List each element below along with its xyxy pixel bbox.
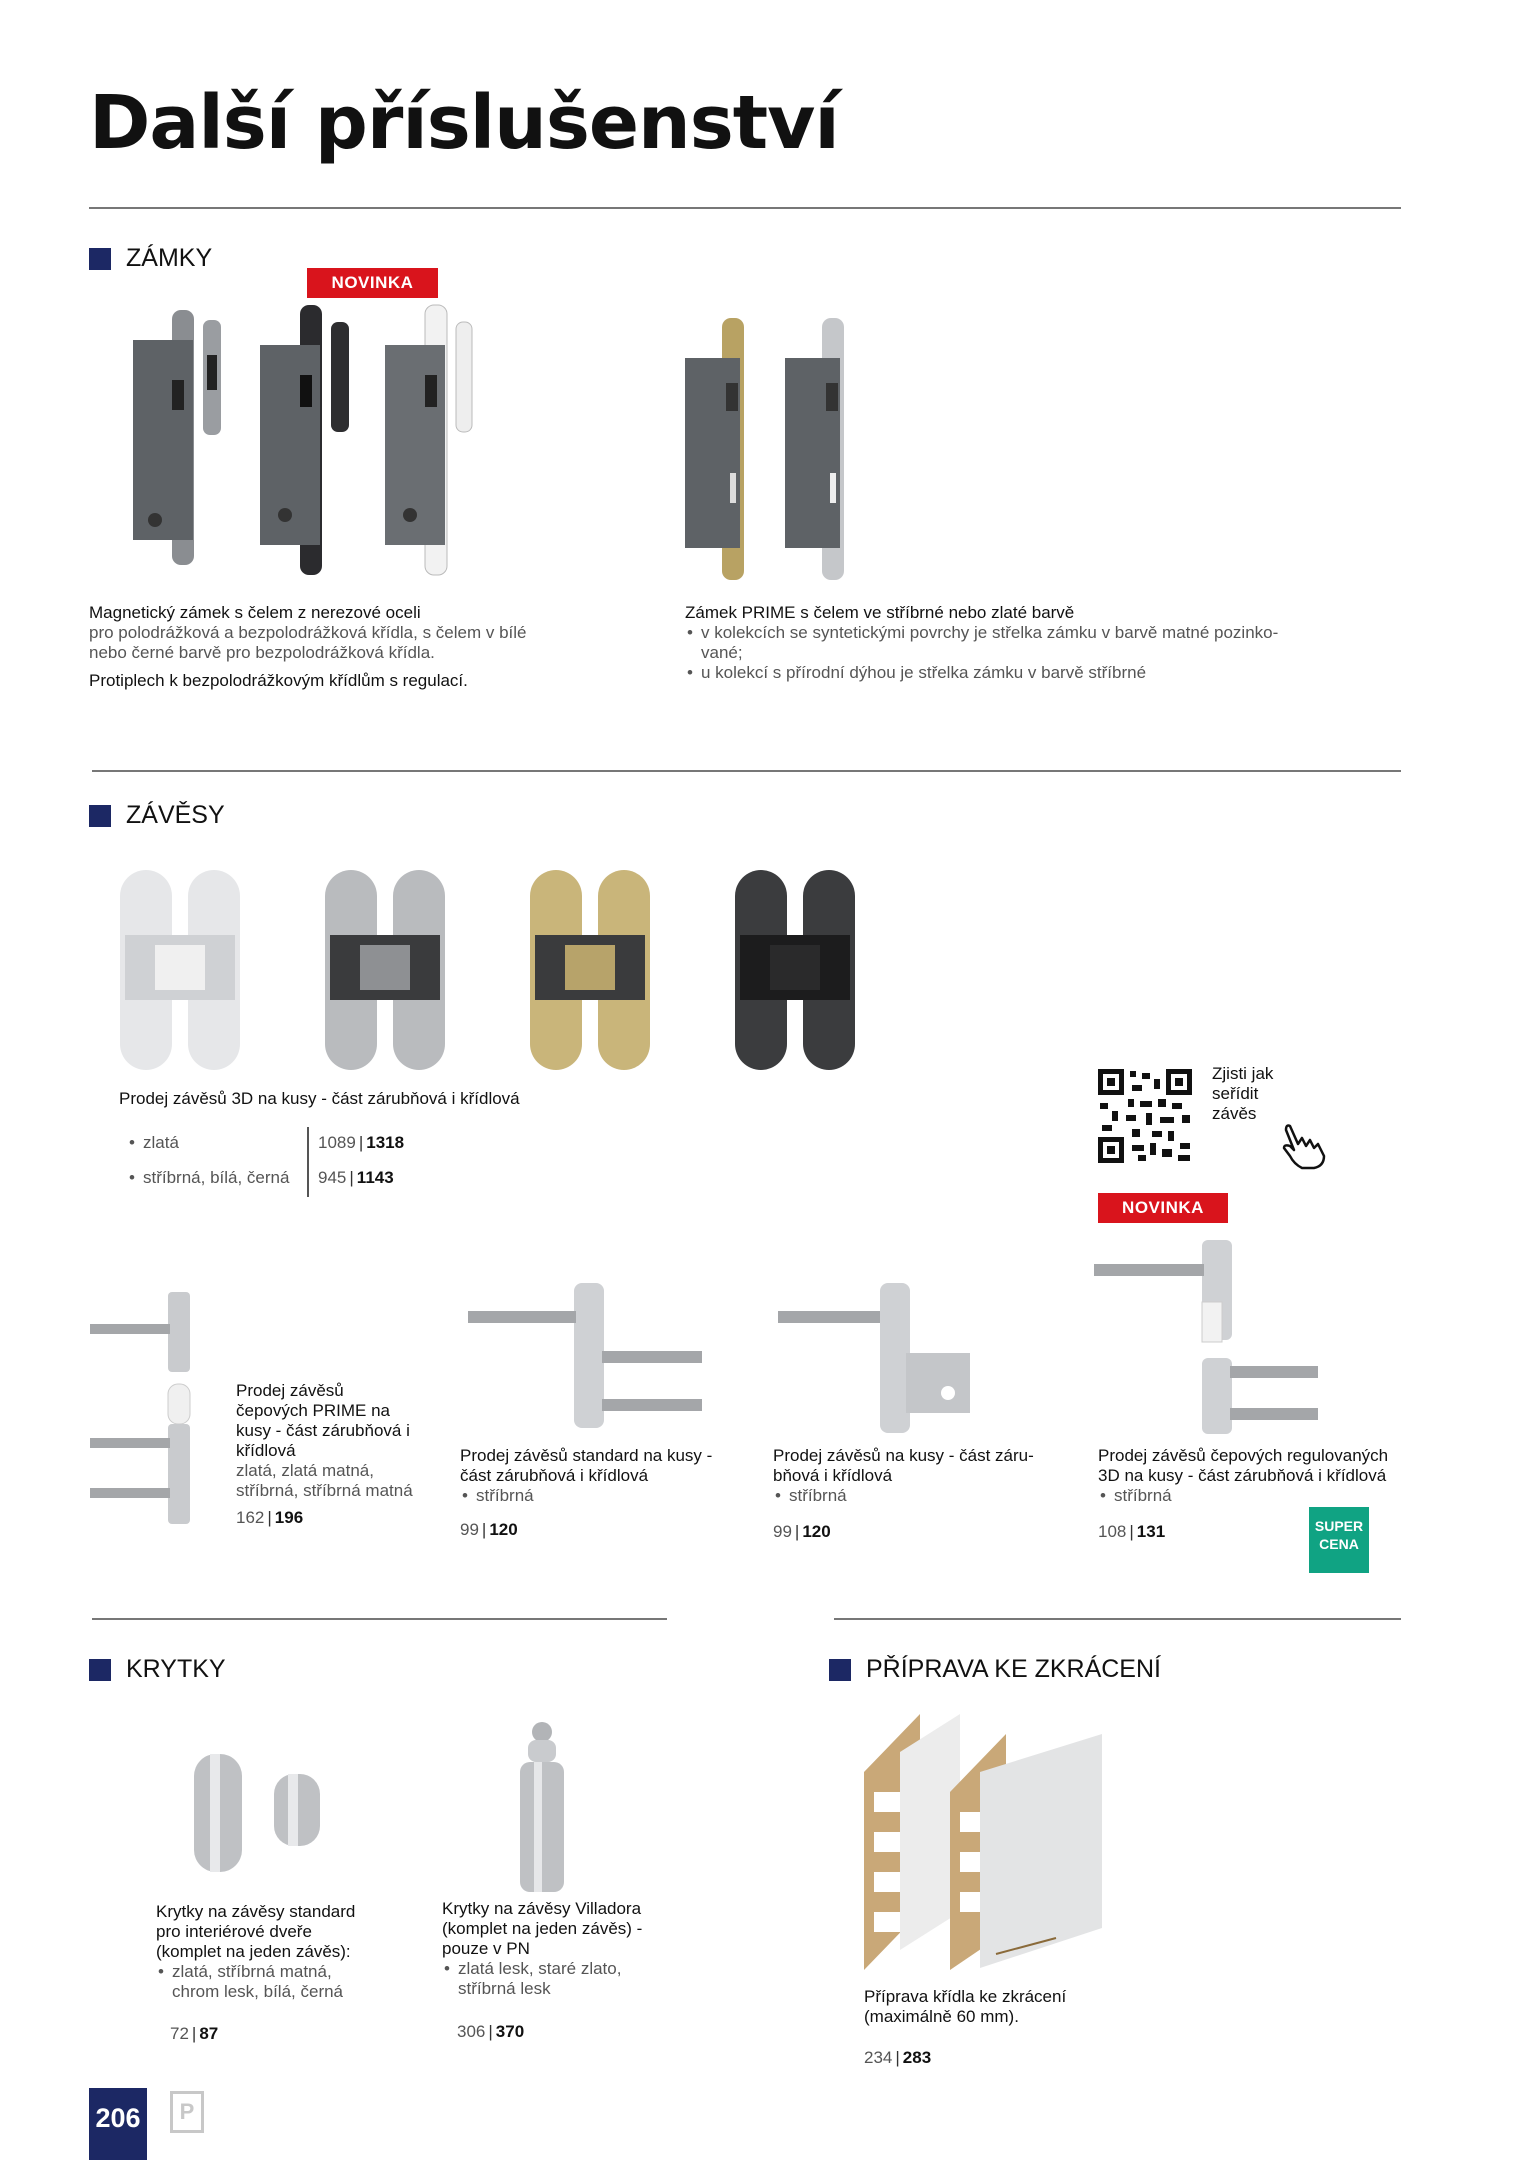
product-line: Prodej závěsů standard na kusy - xyxy=(460,1446,713,1465)
villadora-covers-price: 306 | 370 xyxy=(457,2022,525,2041)
shortening-price: 234 | 283 xyxy=(864,2048,932,2067)
price-with-vat: 131 xyxy=(1136,1522,1166,1541)
price-with-vat: 196 xyxy=(274,1508,304,1527)
hinge-gold-icon xyxy=(530,870,650,1070)
standard-covers-description xyxy=(156,1902,386,2002)
product-line: pouze v PN xyxy=(442,1939,530,1958)
magnetic-lock-line2: nebo černé barvě pro bezpolodrážková křídla. xyxy=(89,643,435,662)
product-variants: zlatá, zlatá matná, xyxy=(236,1461,374,1480)
lock-white-icon xyxy=(385,305,472,575)
price-with-vat: 370 xyxy=(495,2022,525,2041)
price-without-vat: 945 xyxy=(318,1168,347,1187)
magnetic-lock-description xyxy=(89,603,549,691)
price-without-vat: 162 xyxy=(236,1508,265,1527)
product-line: část zárubňová i křídlová xyxy=(460,1466,649,1485)
qr-caption xyxy=(1212,1064,1273,1124)
qr-code-icon[interactable] xyxy=(1098,1069,1192,1163)
brand-logo xyxy=(170,2091,204,2133)
price-with-vat: 1318 xyxy=(366,1133,405,1152)
hinge-3d-price-silver: 945 | 1143 xyxy=(318,1168,394,1187)
product-line: křídlová xyxy=(236,1441,296,1460)
standard-covers-price: 72 | 87 xyxy=(170,2024,219,2043)
prime-lock-bullet1-cont: vané; xyxy=(701,643,743,662)
price-with-vat: 87 xyxy=(199,2024,219,2043)
qr-caption-line3: závěs xyxy=(1212,1104,1257,1123)
product-line: (komplet na jeden závěs) - xyxy=(442,1919,643,1938)
page-number: 206 xyxy=(89,2088,147,2160)
product-line: čepových PRIME na xyxy=(236,1401,391,1420)
door-shortening-image xyxy=(860,1712,1110,1972)
section-square-icon xyxy=(829,1659,851,1681)
pointing-hand-icon xyxy=(1280,1120,1332,1172)
section-locks-title: ZÁMKY xyxy=(126,244,213,272)
product-bullet-cont: chrom lesk, bílá, černá xyxy=(172,1982,344,2001)
hinge-3d-title: Prodej závěsů 3D na kusy - část zárubňová i křídlová xyxy=(119,1089,520,1108)
hinge-white-icon xyxy=(120,870,240,1070)
section-shortening-title: PŘÍPRAVA KE ZKRÁCENÍ xyxy=(866,1655,1161,1683)
magnetic-lock-note: Protiplech k bezpolodrážkovým křídlům s regulací. xyxy=(89,671,468,690)
product-variants: stříbrná, stříbrná matná xyxy=(236,1481,413,1500)
product-line: (komplet na jeden závěs): xyxy=(156,1942,351,1961)
price-divider-line xyxy=(307,1127,309,1197)
standard-hinge-image xyxy=(466,1283,706,1433)
qr-caption-line2: seřídit xyxy=(1212,1084,1259,1103)
section-square-icon xyxy=(89,805,111,827)
door-section-back-icon xyxy=(950,1734,1102,1970)
magnetic-locks-image xyxy=(125,300,495,590)
price-with-vat: 120 xyxy=(802,1522,831,1541)
hinge-black-icon xyxy=(735,870,855,1070)
price-without-vat: 108 xyxy=(1098,1522,1127,1541)
section-covers-heading xyxy=(89,1655,226,1684)
hinge-silver-icon xyxy=(325,870,445,1070)
price-without-vat: 306 xyxy=(457,2022,486,2041)
new-badge-hinges: NOVINKA xyxy=(1098,1193,1228,1223)
price-without-vat: 234 xyxy=(864,2048,893,2067)
plate-hinge-price: 99 | 120 xyxy=(773,1522,831,1541)
door-section-front-icon xyxy=(864,1714,960,1970)
villadora-covers-description xyxy=(442,1899,672,1999)
hinge-3d-row-silver xyxy=(127,1168,289,1188)
section-hinges-heading xyxy=(89,801,225,830)
lock-black-icon xyxy=(260,305,349,575)
regulated-hinge-description xyxy=(1098,1446,1408,1506)
prime-lock-bullet2: • u kolekcí s přírodní dýhou je střelka zámku v barvě stříbrné xyxy=(685,663,1285,683)
price-without-vat: 1089 xyxy=(318,1133,356,1152)
title-divider xyxy=(89,207,1401,209)
section-square-icon xyxy=(89,1659,111,1681)
plate-hinge-description xyxy=(773,1446,1043,1506)
product-line: Krytky na závěsy Villadora xyxy=(442,1899,642,1918)
section-locks-heading xyxy=(89,244,212,273)
section-hinges-title: ZÁVĚSY xyxy=(126,801,225,829)
prime-lock-title: Zámek PRIME s čelem ve stříbrné nebo zlaté barvě xyxy=(685,603,1075,622)
regulated-3d-hinge-image xyxy=(1092,1238,1322,1438)
prime-pin-hinge-price: 162 | 196 xyxy=(236,1508,304,1527)
qr-caption-line1: Zjisti jak xyxy=(1212,1064,1274,1083)
hinge-3d-row-label: • stříbrná, bílá, černá xyxy=(127,1168,289,1187)
prime-lock-description xyxy=(685,603,1285,683)
product-line: Krytky na závěsy standard xyxy=(156,1902,356,1921)
product-line: Prodej závěsů xyxy=(236,1381,344,1400)
hinge-3d-price-gold: 1089 | 1318 xyxy=(318,1133,405,1152)
product-bullet-cont: stříbrná lesk xyxy=(458,1979,551,1998)
super-badge-line1: SUPER xyxy=(1314,1518,1364,1534)
brand-logo-letter: P xyxy=(179,2099,195,2124)
magnetic-lock-line1: pro polodrážková a bezpolodrážková křídla, s čelem v bílé xyxy=(89,623,527,642)
villadora-covers-image xyxy=(502,1718,582,1898)
price-with-vat: 1143 xyxy=(356,1168,394,1187)
lock-silver-icon xyxy=(785,318,844,580)
price-without-vat: 99 xyxy=(460,1520,479,1539)
standard-hinge-description xyxy=(460,1446,730,1506)
hinge-3d-row-label: • zlatá xyxy=(127,1133,179,1152)
lock-grey-icon xyxy=(133,310,221,565)
section-square-icon xyxy=(89,248,111,270)
regulated-hinge-price: 108 | 131 xyxy=(1098,1522,1166,1541)
product-bullet: • stříbrná xyxy=(773,1486,1043,1506)
product-bullet: • stříbrná xyxy=(1098,1486,1408,1506)
locks-divider xyxy=(92,770,1401,772)
page-title: Další příslušenství xyxy=(89,80,839,166)
price-with-vat: 120 xyxy=(489,1520,518,1539)
product-line: kusy - část zárubňová i xyxy=(236,1421,410,1440)
lock-gold-icon xyxy=(685,318,744,580)
product-line: (maximálně 60 mm). xyxy=(864,2007,1019,2026)
super-price-badge xyxy=(1309,1507,1369,1573)
prime-locks-image xyxy=(680,313,870,588)
hinge-3d-row-gold xyxy=(127,1133,179,1153)
new-badge-locks: NOVINKA xyxy=(307,268,438,298)
super-badge-line2: CENA xyxy=(1319,1536,1359,1552)
product-line: Prodej závěsů čepových regulovaných xyxy=(1098,1446,1389,1465)
product-bullet: • zlatá lesk, staré zlato, xyxy=(442,1959,672,1979)
price-without-vat: 72 xyxy=(170,2024,189,2043)
product-line: pro interiérové dveře xyxy=(156,1922,312,1941)
standard-hinge-price: 99 | 120 xyxy=(460,1520,518,1539)
hinges-divider-left xyxy=(92,1618,667,1620)
standard-covers-image xyxy=(190,1750,330,1880)
prime-pin-hinge-description xyxy=(236,1381,436,1501)
product-line: 3D na kusy - část zárubňová i křídlová xyxy=(1098,1466,1387,1485)
prime-pin-hinge-image xyxy=(88,1288,218,1548)
product-line: Příprava křídla ke zkrácení xyxy=(864,1987,1067,2006)
plate-hinge-image xyxy=(776,1283,976,1433)
prime-lock-bullet1: • v kolekcích se syntetickými povrchy je střelka zámku v barvě matné pozinko- xyxy=(685,623,1285,643)
section-shortening-heading xyxy=(829,1655,1161,1684)
section-covers-title: KRYTKY xyxy=(126,1655,226,1683)
shortening-description xyxy=(864,1987,1144,2027)
hinges-3d-image xyxy=(115,870,875,1075)
product-line: bňová i křídlová xyxy=(773,1466,893,1485)
magnetic-lock-title: Magnetický zámek s čelem z nerezové oceli xyxy=(89,603,421,622)
price-with-vat: 283 xyxy=(902,2048,932,2067)
product-line: Prodej závěsů na kusy - část záru- xyxy=(773,1446,1034,1465)
hinges-divider-right xyxy=(834,1618,1401,1620)
product-bullet: • stříbrná xyxy=(460,1486,730,1506)
product-bullet: • zlatá, stříbrná matná, xyxy=(156,1962,386,1982)
price-without-vat: 99 xyxy=(773,1522,792,1541)
